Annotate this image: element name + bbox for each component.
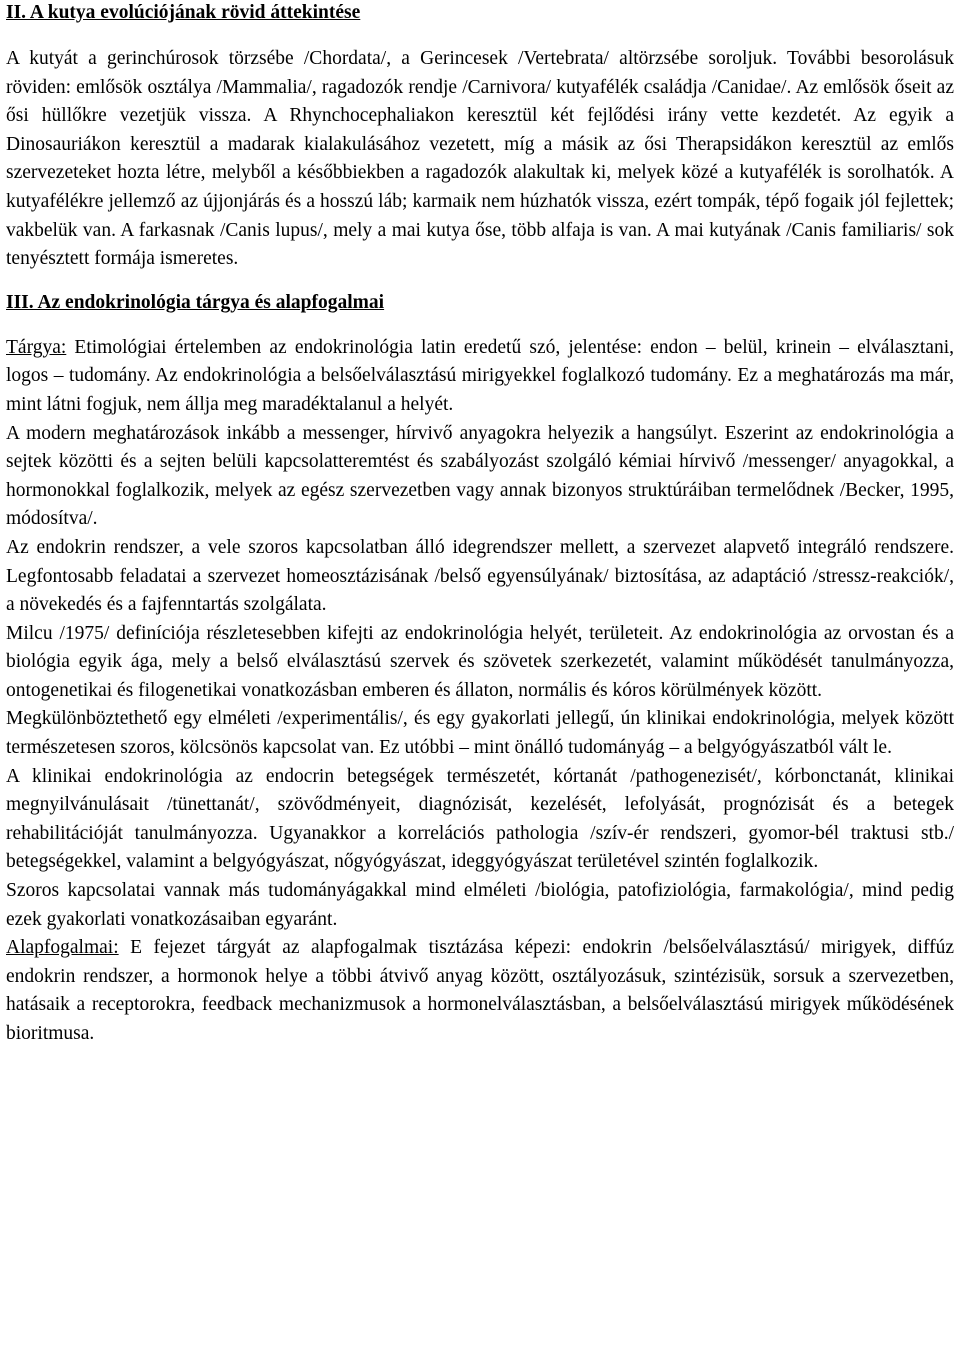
paragraph-evolution: A kutyát a gerinchúrosok törzsébe /Chordata/, a Gerincesek /Vertebrata/ altörzsébe soroljuk. További besorolásuk röviden: emlősök osztálya /Mammalia/, ragadozók rendje /Carnivora/ kutyafélék családja /Canidae/. Az emlősök őseit az ősi hüllőkre vezetjük vissza. A Rhynchocephaliakon keresztül két fejlődési irány vette kezdetét. Az egyik a Dinosauriákon keresztül a madarak kialakulásához vezetett, míg a másik az ősi Therapsidákon keresztül az emlős szervezeteket hozta létre, melyből a későbbiekben a ragadozók alakultak ki, melyek közé a kutyafélék is sorolhatók. A kutyafélékre jellemző az újjonjárás és a hosszú láb; karmaik nem húzhatók vissza, ezért tompák, tépő fogaik jól fejlettek; vakbelük van. A farkasnak /Canis lupus/, mely a mai kutya őse, több alfaja is van. A mai kutyának /Canis familiaris/ sok tenyésztett formája ismeretes. bbox=[6, 48, 954, 270]
alapfogalmai-text: E fejezet tárgyát az alapfogalmak tisztázása képezi: endokrin /belsőelválasztású/ mirigyek, diffúz endokrin rendszer, a hormonok helye a többi átvivő anyag között, osztályozásuk, szintézisük, sorsuk a szervezetben, hatásaik a receptorokra, feedback mechanizmusok a hormonelválasztásban, a belsőelválasztású mirigyek működésének bioritmusa. bbox=[6, 937, 954, 1044]
paragraph-modern-definitions: A modern meghatározások inkább a messenger, hírvivő anyagokra helyezik a hangsúlyt. Eszerint az endokrinológia a sejtek közötti és a sejten belüli kapcsolatteremtést és szabályozást szolgáló kémiai hírvivő /messenger/ anyagokkal, a hormonokkal foglalkozik, melyek az egész szervezetben vagy annak bizonyos struktúráiban termelődnek /Becker, 1995, módosítva/. bbox=[6, 422, 954, 530]
targya-text: Etimológiai értelemben az endokrinológia latin eredetű szó, jelentése: endon – belül, krinein – elválasztani, logos – tudomány. Az endokrinológia a belsőelválasztású mirigyekkel foglalkozó tudomány. Ez a meghatározás ma már, mint látni fogjuk, nem állja meg maradéktalanul a helyét. bbox=[6, 336, 954, 415]
document-page bbox=[6, 0, 954, 1049]
paragraph-theoretical-practical: Megkülönböztethető egy elméleti /experimentális/, és egy gyakorlati jellegű, ún klinikai endokrinológia, melyek között természetesen szoros, kölcsönös kapcsolat van. Ez utóbbi – mint önálló tudományág – a belgyógyászatból vált le. bbox=[6, 708, 954, 759]
paragraph-related-sciences: Szoros kapcsolatai vannak más tudományágakkal mind elméleti /biológia, patofiziológia, farmakológia/, mind pedig ezek gyakorlati vonatkozásaiban egyaránt. bbox=[6, 880, 954, 930]
alapfogalmai-label: Alapfogalmai: bbox=[6, 937, 119, 959]
paragraph-targya bbox=[6, 334, 954, 420]
paragraph-endocrine-system: Az endokrin rendszer, a vele szoros kapcsolatban álló idegrendszer mellett, a szervezet alapvető integráló rendszere. Legfontosabb feladatai a szervezet homeosztázisának /belső egyensúlyának/ biztosítása, az adaptáció /stressz-reakciók/, a növekedés és a fajfenntartás szolgálata. bbox=[6, 536, 954, 616]
paragraph-alapfogalmai bbox=[6, 934, 954, 1048]
section-heading-endocrinology: III. Az endokrinológia tárgya és alapfogalmai bbox=[6, 291, 385, 313]
paragraph-clinical-endocrinology: A klinikai endokrinológia az endocrin betegségek természetét, kórtanát /pathogenezisét/, kórbonctanát, klinikai megnyilvánulásait /tünettanát/, szövődményeit, diagnózisát, kezelését, lefolyását, prognózisát és a betegek rehabilitációját tanulmányozza. Ugyanakkor a korrelációs pathologia /szív-ér rendszeri, gyomor-bél traktusi stb./ betegségekkel, valamint a belgyógyászat, nőgyógyászat, ideggyógyászat területével szintén foglalkozik. bbox=[6, 765, 954, 873]
section-heading-evolution: II. A kutya evolúciójának rövid áttekintése bbox=[6, 2, 361, 23]
paragraph-milcu-definition: Milcu /1975/ definíciója részletesebben kifejti az endokrinológia helyét, területeit. Az endokrinológia az orvostan és a biológia egyik ága, mely a belső elválasztású szervek és szövetek szerkezetét, valamint működését tanulmányozza, ontogenetikai és filogenetikai vonatkozásban emberen és állaton, normális és kóros körülmények között. bbox=[6, 622, 954, 701]
targya-label: Tárgya: bbox=[6, 336, 67, 358]
